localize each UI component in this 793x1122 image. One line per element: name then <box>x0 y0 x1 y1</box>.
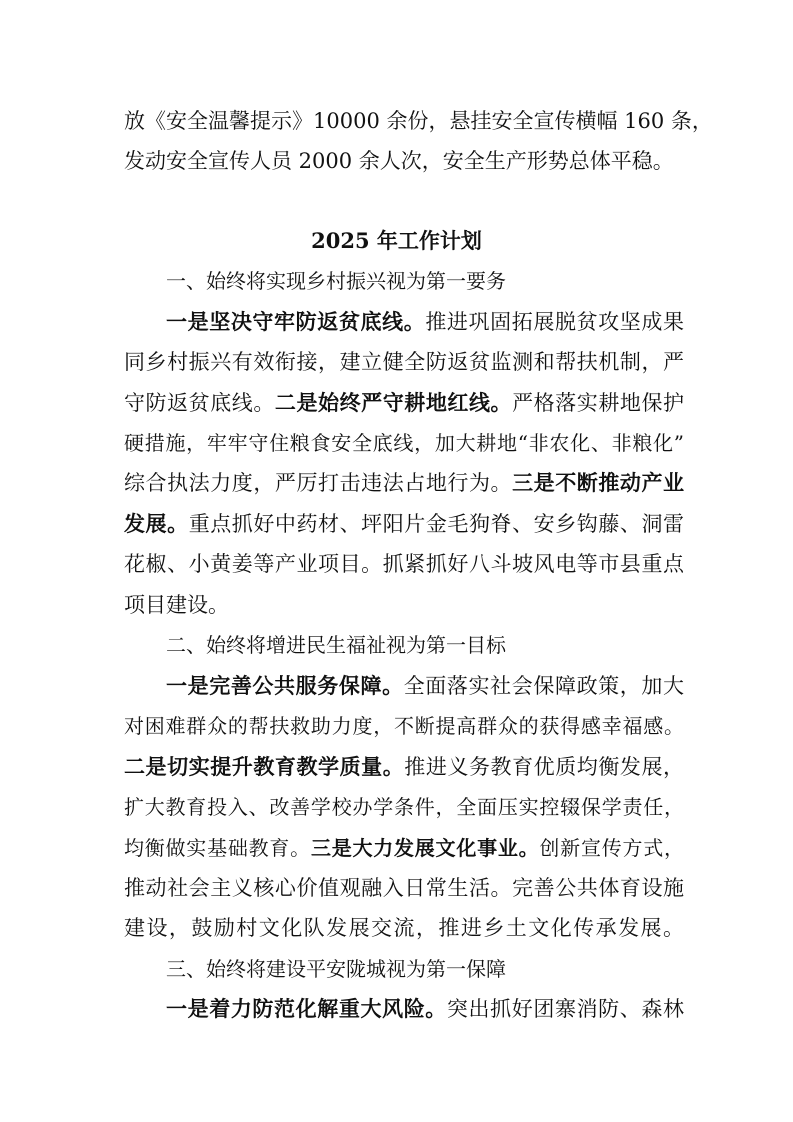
paragraph-line: 花椒、小黄姜等产业项目。抓紧抓好八斗坡风电等市县重点 <box>124 552 684 576</box>
paragraph-line <box>124 388 684 418</box>
paragraph-line: 推动社会主义核心价值观融入日常生活。完善公共体育设施 <box>124 876 684 900</box>
paragraph-line: 硬措施，牢牢守住粮食安全底线，加大耕地“非农化、非粮化” <box>124 431 684 455</box>
text-run: 突出抓好团寨消防、森林 <box>446 997 685 1021</box>
text-run: 创新宣传方式， <box>539 836 685 860</box>
text-run: 推进巩固拓展脱贫攻坚成果 <box>425 310 685 334</box>
paragraph-line: 同乡村振兴有效衔接，建立健全防返贫监测和帮扶机制，严 <box>124 350 684 374</box>
paragraph-line: 对困难群众的帮扶救助力度，不断提高群众的获得感幸福感。 <box>124 714 684 738</box>
text-run: 守防返贫底线。 <box>124 391 275 415</box>
text-run: 严格落实耕地保护 <box>512 391 685 415</box>
heading-3: 三、始终将建设平安陇城视为第一保障 <box>166 957 506 981</box>
paragraph-line: 建设，鼓励村文化队发展交流，推进乡土文化传承发展。 <box>124 916 684 940</box>
text-run: 重点抓好中药材、坪阳片金毛狗脊、安乡钩藤、洞雷 <box>188 512 685 536</box>
paragraph-line <box>124 468 684 498</box>
text-run: 全面落实社会保障政策，加大 <box>403 674 685 698</box>
text-run: 综合执法力度，严厉打击违法占地行为。 <box>124 471 513 495</box>
bold-phrase: 一是着力防范化解重大风险。 <box>166 996 447 1021</box>
paragraph-line <box>124 833 684 863</box>
paragraph-line: 扩大教育投入、改善学校办学条件，全面压实控辍保学责任， <box>124 795 684 819</box>
section-title: 2025 年工作计划 <box>311 228 482 253</box>
paragraph-line <box>166 307 684 337</box>
paragraph-line: 项目建设。 <box>124 593 229 617</box>
heading-2: 二、始终将增进民生福祉视为第一目标 <box>166 633 506 657</box>
paragraph-line: 放《安全温馨提示》10000 余份，悬挂安全宣传横幅 160 条， <box>124 109 713 133</box>
bold-phrase: 二是始终严守耕地红线。 <box>274 390 513 415</box>
bold-phrase: 三是不断推动产业 <box>512 470 685 495</box>
paragraph-line <box>124 509 684 539</box>
text-run: 均衡做实基础教育。 <box>124 836 311 860</box>
bold-phrase: 三是大力发展文化事业。 <box>310 836 540 860</box>
paragraph-line <box>124 752 684 782</box>
heading-1: 一、始终将实现乡村振兴视为第一要务 <box>166 269 506 293</box>
bold-phrase: 一是完善公共服务保障。 <box>166 673 404 698</box>
paragraph-line <box>166 994 684 1024</box>
bold-phrase: 发展。 <box>124 511 189 536</box>
text-run: 推进义务教育优质均衡发展， <box>404 755 685 779</box>
bold-phrase: 一是坚决守牢防返贫底线。 <box>166 309 426 334</box>
paragraph-line <box>166 671 684 701</box>
paragraph-line: 发动安全宣传人员 2000 余人次，安全生产形势总体平稳。 <box>124 149 674 173</box>
bold-phrase: 二是切实提升教育教学质量。 <box>124 754 405 779</box>
